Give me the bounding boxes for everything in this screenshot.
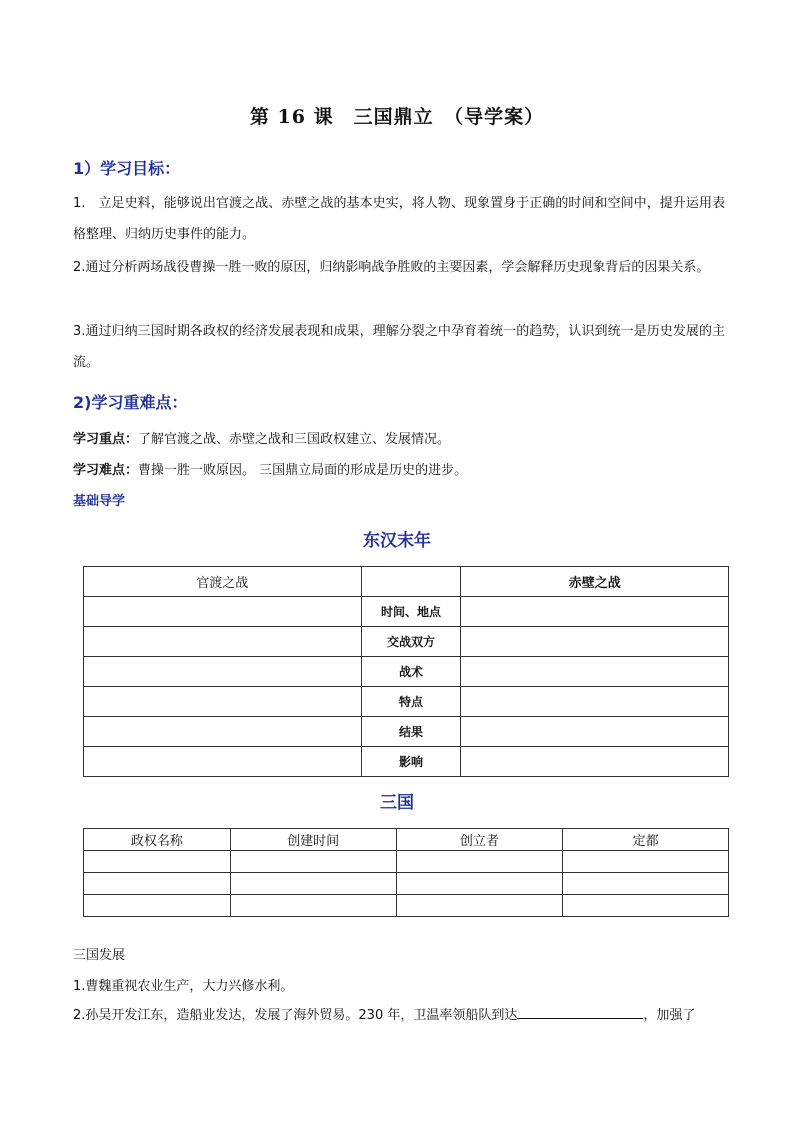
- answer-cell[interactable]: [84, 597, 362, 627]
- answer-cell[interactable]: [563, 873, 729, 895]
- table-cell: [361, 567, 461, 597]
- row-label: 特点: [361, 687, 461, 717]
- development-item-1: 1.曹魏重视农业生产，大力兴修水利。: [73, 979, 294, 994]
- objective-2: 2.通过分析两场战役曹操一胜一败的原因，归纳影响战争胜败的主要因素，学会解释历史现象背后的因果关系。: [73, 260, 710, 275]
- key-point: [73, 424, 725, 455]
- table-row: [84, 657, 729, 687]
- table-header-guandu: 官渡之战: [84, 567, 362, 597]
- battle-comparison-table: [83, 566, 729, 777]
- table-row: [84, 829, 729, 851]
- answer-cell[interactable]: [396, 873, 563, 895]
- row-label: 结果: [361, 717, 461, 747]
- answer-cell[interactable]: [563, 851, 729, 873]
- section-heading-objectives: 1）学习目标：: [73, 159, 181, 178]
- table-row: [84, 597, 729, 627]
- row-label: 时间、地点: [361, 597, 461, 627]
- table-header: 定都: [563, 829, 729, 851]
- key-point-text: 了解官渡之战、赤壁之战和三国政权建立、发展情况。: [138, 432, 451, 447]
- table-row: [84, 687, 729, 717]
- key-point-label: 学习重点：: [73, 432, 139, 447]
- table-row: [84, 627, 729, 657]
- answer-cell[interactable]: [396, 851, 563, 873]
- answer-cell[interactable]: [84, 895, 231, 917]
- development-item-2-tail: ，加强了: [643, 1008, 696, 1023]
- answer-cell[interactable]: [461, 747, 729, 777]
- table-row: [84, 895, 729, 917]
- difficult-point: [73, 455, 725, 486]
- answer-cell[interactable]: [84, 657, 362, 687]
- answer-cell[interactable]: [396, 895, 563, 917]
- table-row: [84, 717, 729, 747]
- objective-1: 1. 立足史料，能够说出官渡之战、赤壁之战的基本史实，将人物、现象置身于正确的时间和空间中，提升运用表格整理、归纳历史事件的能力。: [73, 196, 725, 242]
- table-row: [84, 567, 729, 597]
- answer-cell[interactable]: [461, 657, 729, 687]
- answer-cell[interactable]: [84, 627, 362, 657]
- development-item-2-text: 2.孙吴开发江东，造船业发达，发展了海外贸易。230 年，卫温率领船队到达: [73, 1008, 518, 1023]
- answer-cell[interactable]: [461, 687, 729, 717]
- answer-cell[interactable]: [461, 717, 729, 747]
- answer-cell[interactable]: [461, 597, 729, 627]
- row-label: 交战双方: [361, 627, 461, 657]
- answer-cell[interactable]: [84, 747, 362, 777]
- difficult-point-text: 曹操一胜一败原因。 三国鼎立局面的形成是历史的进步。: [138, 463, 468, 478]
- table-row: [84, 747, 729, 777]
- section-heading-keypoints: 2)学习重难点：: [73, 393, 188, 412]
- table2-title: 三国: [380, 793, 414, 813]
- table-header: 创建时间: [230, 829, 396, 851]
- row-label: 影响: [361, 747, 461, 777]
- page-title: 第 16 课 三国鼎立 （导学案）: [249, 106, 545, 128]
- table-header: 创立者: [396, 829, 563, 851]
- answer-cell[interactable]: [563, 895, 729, 917]
- answer-cell[interactable]: [230, 895, 396, 917]
- development-heading: 三国发展: [73, 948, 126, 963]
- answer-cell[interactable]: [230, 873, 396, 895]
- row-label: 战术: [361, 657, 461, 687]
- answer-cell[interactable]: [230, 851, 396, 873]
- table-row: [84, 873, 729, 895]
- answer-cell[interactable]: [84, 717, 362, 747]
- difficult-point-label: 学习难点：: [73, 463, 139, 478]
- fill-in-blank[interactable]: [517, 1004, 643, 1019]
- answer-cell[interactable]: [84, 687, 362, 717]
- answer-cell[interactable]: [461, 627, 729, 657]
- table-row: [84, 851, 729, 873]
- table1-title: 东汉末年: [363, 531, 431, 551]
- table-header-chibi: 赤壁之战: [461, 567, 729, 597]
- answer-cell[interactable]: [84, 851, 231, 873]
- three-kingdoms-table: [83, 828, 729, 917]
- answer-cell[interactable]: [84, 873, 231, 895]
- table-header: 政权名称: [84, 829, 231, 851]
- basic-guide-label: 基础导学: [73, 494, 126, 509]
- development-item-2: [73, 1000, 733, 1031]
- objective-3: 3.通过归纳三国时期各政权的经济发展表现和成果，理解分裂之中孕育着统一的趋势，认识到统一是历史发展的主流。: [73, 324, 725, 370]
